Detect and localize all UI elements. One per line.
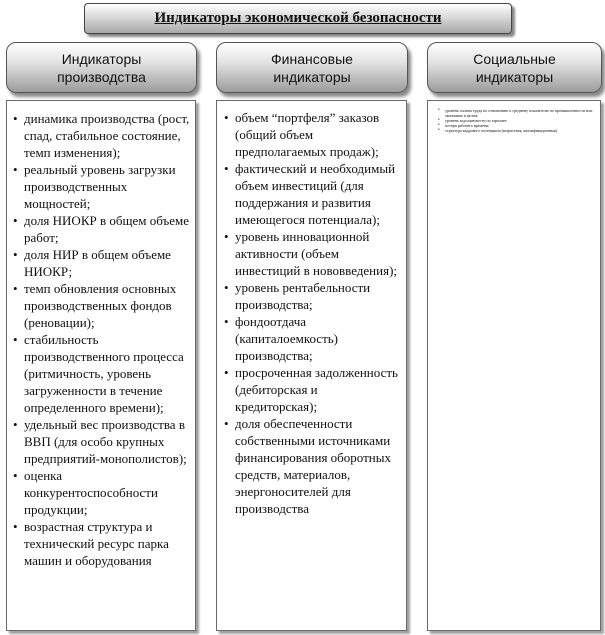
list-item: • уровень оплаты труда по отношению к среднему показателю по промышленности или экономике в целом;	[438, 108, 596, 118]
header-production-label: Индикаторы производства	[57, 50, 146, 85]
list-item: • реальный уровень загрузки производственных мощностей;	[12, 161, 191, 212]
list-item: • удельный вес производства в ВВП (для особо крупных предприятий-монополистов);	[12, 416, 191, 467]
list-item: • структура кадрового потенциала (возрастная, квалификационная)	[438, 128, 596, 133]
list-item: • динамика производства (рост, спад, стабильное состояние, темп изменения);	[12, 110, 191, 161]
list-item: • уровень инновационной активности (объем инвестиций в нововведения);	[223, 228, 402, 279]
header-social-label: Социальные индикаторы	[473, 50, 556, 85]
list-item: • доля НИОКР в общем объеме работ;	[12, 212, 191, 246]
list-item: • стабильность производственного процесса (ритмичность, уровень загруженности в течение определенного времени);	[12, 331, 191, 416]
list-item: • доля НИР в общем объеме НИОКР;	[12, 246, 191, 280]
list-item: • уровень рентабельности производства;	[223, 279, 402, 313]
list-item: • объем “портфеля” заказов (общий объем предполагаемых продаж);	[223, 109, 402, 160]
list-item: • просроченная задолженность (дебиторская и кредиторская);	[223, 364, 402, 415]
header-production	[6, 42, 197, 93]
diagram-title: Индикаторы экономической безопасности	[84, 3, 512, 34]
financial-indicators-list	[216, 100, 407, 631]
social-indicators-list	[427, 100, 601, 631]
list-item: • оценка конкурентоспособности продукции;	[12, 467, 191, 518]
list-item: • доля обеспеченности собственными источниками финансирования оборотных средств, материалов, энергоносителей для производства	[223, 415, 402, 517]
list-item: • фактический и необходимый объем инвестиций (для поддержания и развития имеющегося потенциала);	[223, 160, 402, 228]
header-social	[427, 42, 602, 93]
list-item: • уровень задолженности по зарплате;	[438, 118, 596, 123]
list-item: • фондоотдача (капиталоемкость) производства;	[223, 313, 402, 364]
list-item: • возрастная структура и технический ресурс парка машин и оборудования	[12, 518, 191, 569]
header-financial	[216, 42, 408, 93]
list-item: • потери рабочего времени;	[438, 123, 596, 128]
list-item: • темп обновления основных производственных фондов (реновации);	[12, 280, 191, 331]
production-indicators-list	[6, 100, 196, 631]
header-financial-label: Финансовые индикаторы	[271, 50, 353, 85]
